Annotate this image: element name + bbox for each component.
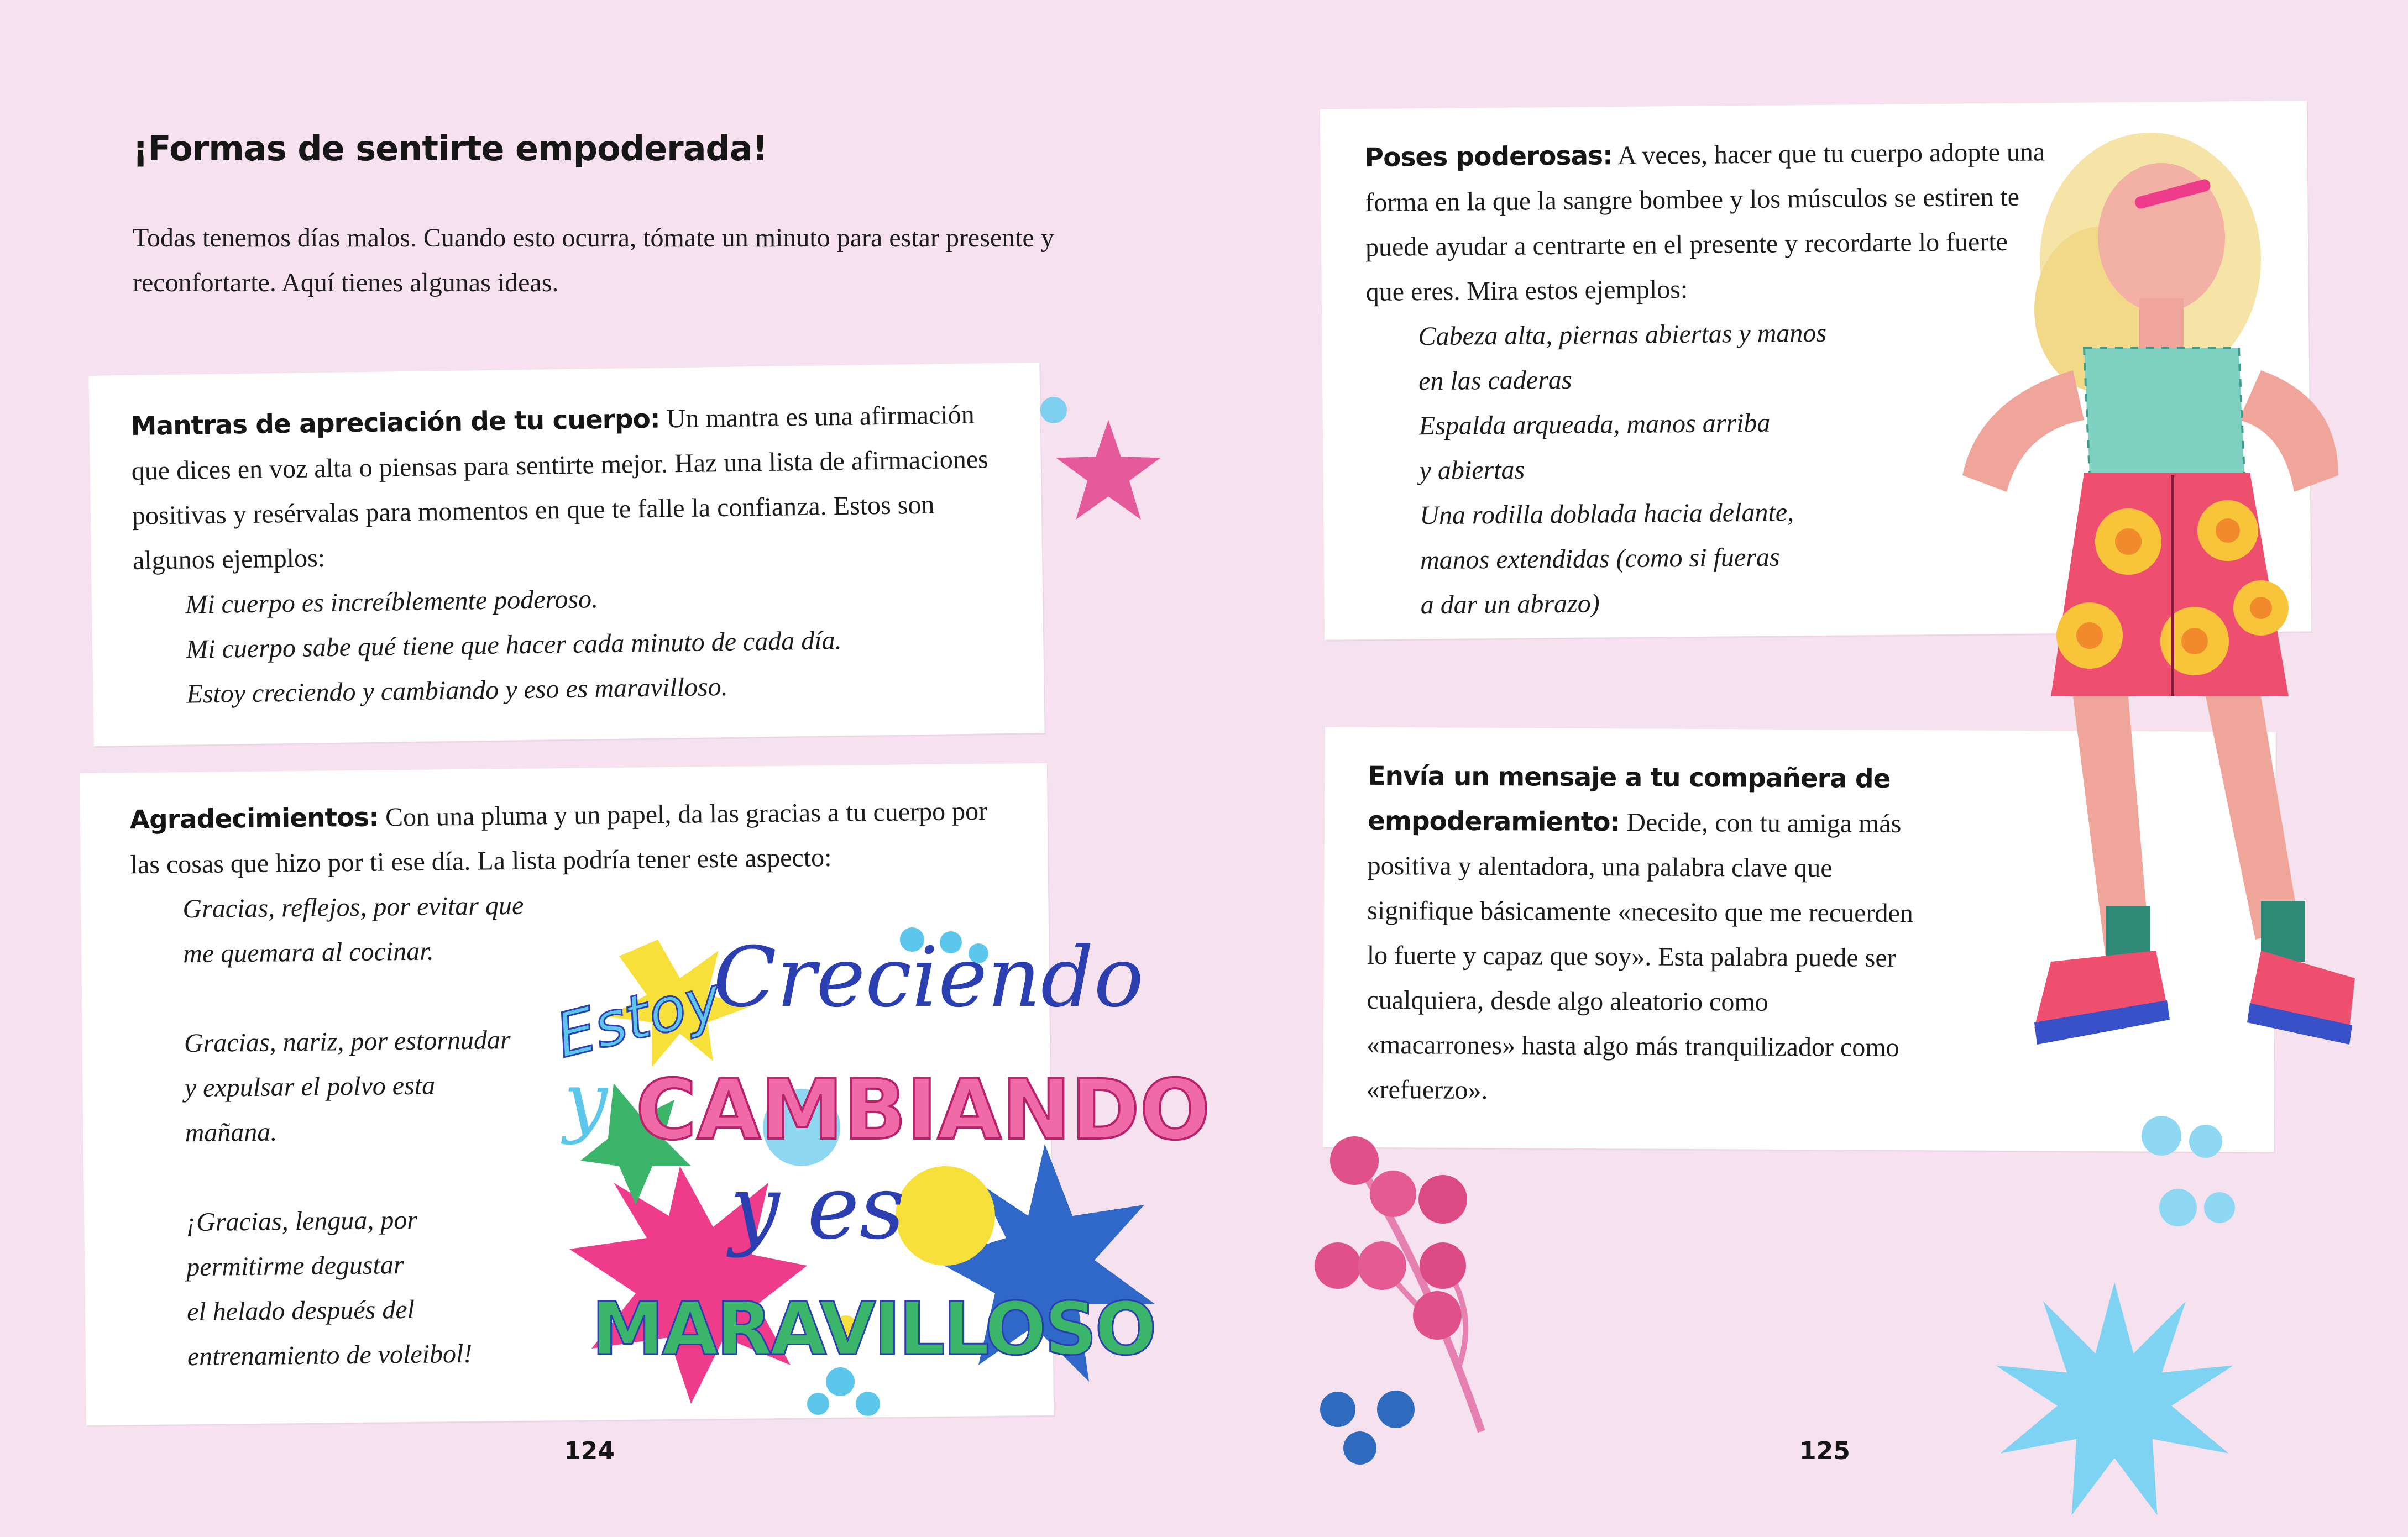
gratitude-example: Gracias, nariz, por estornudar [184,1025,511,1058]
message-text: Decide, con tu amiga más positiva y alentadora, una palabra clave que signifique básicamente «necesito que me recuerden lo fuerte y capaz que soy». Esta palabra puede ser cualquiera, desde algo aleatorio como «macarrones» hasta algo más tranquilizador como «refuerzo». [1366,807,1913,1105]
gratitude-example: el helado después del [186,1294,415,1327]
poses-title: Poses poderosas: [1364,140,1613,174]
intro-paragraph: Todas tenemos días malos. Cuando esto ocurra, tómate un minuto para estar presente y reconfortarte. Aquí tienes algunas ideas. [133,223,1054,297]
pose-example: Espalda arqueada, manos arriba [1418,408,1771,441]
gratitude-example: me quemara al cocinar. [183,936,434,969]
blue-dot-icon [1039,396,1068,424]
cyan-starburst-icon [1996,1282,2233,1520]
lettering-es: es [807,1156,905,1259]
lettering-maravilloso: MARAVILLOSO [591,1287,1155,1372]
mantra-example: Mi cuerpo sabe qué tiene que hacer cada minuto de cada día. [185,626,842,664]
blue-dots-icon [1316,1387,1443,1465]
gratitude-example: y expulsar el polvo esta [184,1071,436,1103]
lettering-estoy: Estoy [549,962,729,1072]
page-number-right: 125 [1799,1437,1850,1465]
mantra-example: Estoy creciendo y cambiando y eso es maravilloso. [186,672,729,709]
gratitude-title: Agradecimientos: [129,802,379,836]
pose-example: Una rodilla doblada hacia delante, [1420,497,1794,531]
gratitude-text: Con una pluma y un papel, da las gracias a tu cuerpo por las cosas que hizo por ti ese día. La lista podría tener este aspecto: [130,796,988,880]
lettering-illustration [547,906,1211,1420]
cyan-dots-icon [2128,1111,2250,1232]
girl-illustration [1841,166,2366,1072]
pose-example: y abiertas [1419,455,1525,486]
pose-example: a dar un abrazo) [1420,589,1600,620]
pose-example: Cabeza alta, piernas abiertas y manos [1418,318,1827,352]
gratitude-example: ¡Gracias, lengua, por [186,1205,418,1237]
pose-example: manos extendidas (como si fueras [1420,542,1780,575]
poses-text: A veces, hacer que tu cuerpo adopte una forma en la que la sangre bombee y los músculos se estiren te puede ayudar a centrarte en el presente y recordarte lo fuerte que eres. Mira estos ejemplos: [1365,137,2045,307]
page-heading: ¡Formas de sentirte empoderada! [133,128,768,169]
gratitude-example: entrenamiento de voleibol! [187,1339,473,1372]
gratitude-example: permitirme degustar [186,1250,404,1282]
mantras-title: Mantras de apreciación de tu cuerpo: [130,403,660,442]
page-number-left: 124 [564,1437,615,1465]
lettering-y2: y [730,1156,780,1259]
mantras-text: Un mantra es una afirmación que dices en voz alta o piensas para sentirte mejor. Haz una lista de afirmaciones positivas y resérvalas para momentos en que te falle la confianza. Estos son algunos ejemplos: [131,400,989,575]
mantras-card [88,363,1044,746]
gratitude-example: Gracias, reflejos, por evitar que [182,890,524,924]
lettering-y1: y [564,1056,608,1146]
gratitude-example: mañana. [185,1117,278,1148]
lettering-cambiando: CAMBIANDO [636,1062,1211,1158]
message-title: Envía un mensaje a tu compañera de empoderamiento: [1367,760,1891,838]
lettering-creciendo: Creciendo [713,930,1144,1026]
pose-example: en las caderas [1418,365,1572,396]
mantra-example: Mi cuerpo es increíblemente poderoso. [185,584,599,620]
pink-star-icon [1056,420,1161,520]
